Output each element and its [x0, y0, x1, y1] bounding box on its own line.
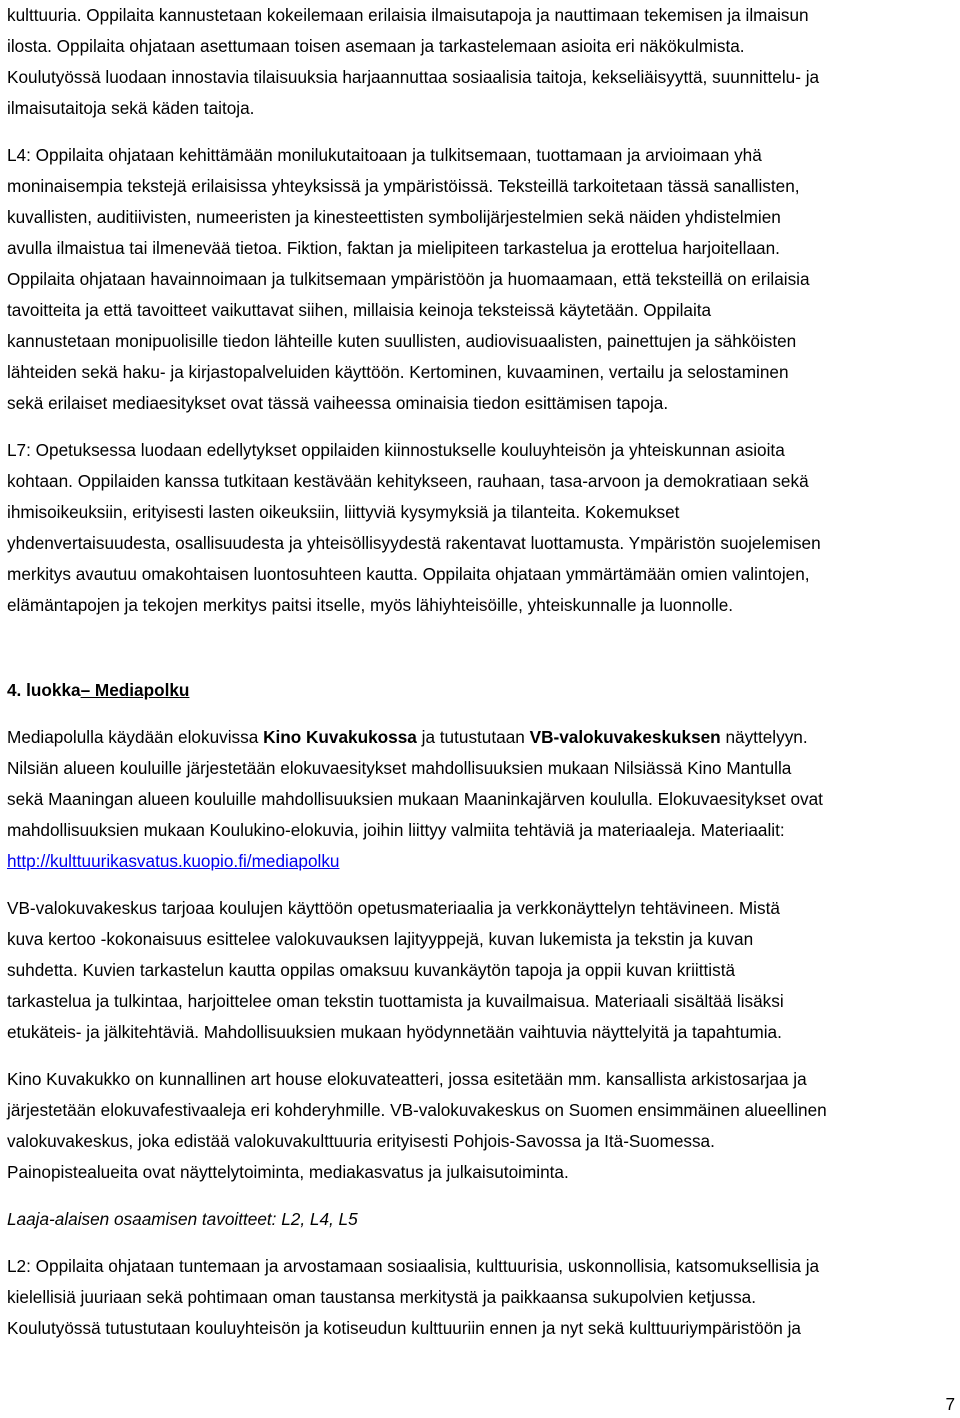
text-line: L7: Opetuksessa luodaan edellytykset oppilaiden kiinnostukselle kouluyhteisön ja yhteiskunnan asioita — [7, 440, 785, 460]
paragraph-kino-kuvakukko — [7, 1064, 953, 1188]
text-line: Koulutyössä luodaan innostavia tilaisuuksia harjaannuttaa sosiaalisia taitoja, kekseliäisyyttä, suunnittelu- ja — [7, 67, 820, 87]
text-line: tavoitteita ja että tavoitteet vaikuttavat siihen, millaisia keinoja teksteissä käytetään. Oppilaita — [7, 300, 712, 320]
text-line: kohtaan. Oppilaiden kanssa tutkitaan kestävään kehitykseen, rauhaan, tasa-arvoon ja demokratiaan sekä — [7, 471, 809, 491]
document-page — [7, 0, 953, 1344]
intro-text: ja tutustutaan — [416, 727, 530, 747]
text-line: sekä erilaiset mediaesitykset ovat tässä vaiheessa ominaisia tiedon esittämisen tapoja. — [7, 393, 669, 413]
text-line: Kino Kuvakukko on kunnallinen art house elokuvateatteri, jossa esitetään mm. kansallista arkistosarjaa ja — [7, 1069, 807, 1089]
text-line: Oppilaita ohjataan havainnoimaan ja tulkitsemaan ympäristöön ja huomaamaan, että teksteillä on erilaisia — [7, 269, 810, 289]
paragraph-l2 — [7, 1251, 953, 1344]
text-line: kuvallisten, auditiivisten, numeeristen ja kinesteettisten symbolijärjestelmien sekä näiden yhdistelmien — [7, 207, 781, 227]
paragraph-mediapolku — [7, 722, 953, 877]
paragraph-creativity — [7, 0, 953, 124]
text-line: ilmaisutaitoja sekä käden taitoja. — [7, 98, 255, 118]
text-line: kannustetaan monipuolisille tiedon lähteille kuten suullisten, audiovisuaalisten, painettujen ja sähköisten — [7, 331, 797, 351]
text-line: kulttuuria. Oppilaita kannustetaan kokeilemaan erilaisia ilmaisutapoja ja nauttimaan tekemisen ja ilmaisun — [7, 5, 809, 25]
text-line: Koulutyössä tutustutaan kouluyhteisön ja kotiseudun kulttuuriin ennen ja nyt sekä kulttuuriympäristöön ja — [7, 1318, 801, 1338]
text-line: suhdetta. Kuvien tarkastelun kautta oppilas omaksuu kuvankäytön tapoja ja oppii kuvan kriittistä — [7, 960, 736, 980]
goals-title: Laaja-alaisen osaamisen tavoitteet: L2, L4, L5 — [7, 1209, 358, 1229]
heading-prefix: 4. luokka — [7, 680, 81, 700]
section-heading — [7, 675, 953, 706]
intro-text: näyttelyyn. — [720, 727, 808, 747]
text-line: VB-valokuvakeskus tarjoaa koulujen käyttöön opetusmateriaalia ja verkkonäyttelyn tehtävineen. Mistä — [7, 898, 780, 918]
text-line: elämäntapojen ja tekojen merkitys paitsi itselle, myös lähiyhteisöille, yhteiskunnalle ja luonnolle. — [7, 595, 734, 615]
text-line: tarkastelua ja tulkintaa, harjoittelee oman tekstin tuottamista ja kuvailmaisua. Materiaali sisältää lisäksi — [7, 991, 784, 1011]
text-line: mahdollisuuksien mukaan Koulukino-elokuvia, joihin liittyy valmiita tehtäviä ja materiaaleja. Materiaalit: — [7, 820, 785, 840]
kino-kuvakukko-bold: Kino Kuvakukossa — [263, 727, 417, 747]
text-line: sekä Maaningan alueen kouluille mahdollisuuksien mukaan Maaninkajärven koululla. Elokuvaesitykset ovat — [7, 789, 823, 809]
text-line: kielellisiä juuriaan sekä pohtimaan oman taustansa merkitystä ja paikkaansa sukupolvien ketjussa. — [7, 1287, 757, 1307]
intro-text: Mediapolulla käydään elokuvissa — [7, 727, 264, 747]
paragraph-l4 — [7, 140, 953, 419]
mediapolku-link[interactable]: http://kulttuurikasvatus.kuopio.fi/mediapolku — [7, 851, 340, 871]
link-line — [7, 846, 953, 877]
text-line: ilosta. Oppilaita ohjataan asettumaan toisen asemaan ja tarkastelemaan asioita eri näkökulmista. — [7, 36, 745, 56]
text-line: avulla ilmaistua tai ilmenevää tietoa. Fiktion, faktan ja mielipiteen tarkastelua ja erottelua harjoitellaan. — [7, 238, 780, 258]
text-line: L4: Oppilaita ohjataan kehittämään monilukutaitoaan ja tulkitsemaan, tuottamaan ja arvioimaan yhä — [7, 145, 762, 165]
intro-line — [7, 722, 953, 753]
text-line: L2: Oppilaita ohjataan tuntemaan ja arvostamaan sosiaalisia, kulttuurisia, uskonnollisia, katsomuksellisia ja — [7, 1256, 820, 1276]
heading-title: – Mediapolku — [80, 680, 190, 700]
paragraph-l7 — [7, 435, 953, 621]
text-line: etukäteis- ja jälkitehtäviä. Mahdollisuuksien mukaan hyödynnetään vaihtuvia näyttelyitä ja tapahtumia. — [7, 1022, 782, 1042]
text-line: moninaisempia tekstejä erilaisissa yhteyksissä ja ympäristöissä. Teksteillä tarkoitetaan tässä sanallisten, — [7, 176, 800, 196]
vb-valokuvakeskus-bold: VB-valokuvakeskuksen — [529, 727, 721, 747]
text-line: ihmisoikeuksiin, erityisesti lasten oikeuksiin, liittyviä kysymyksiä ja tilanteita. Kokemukset — [7, 502, 680, 522]
paragraph-vb-material — [7, 893, 953, 1048]
text-line: merkitys avautuu omakohtaisen luontosuhteen kautta. Oppilaita ohjataan ymmärtämään omien valintojen, — [7, 564, 810, 584]
text-line: yhdenvertaisuudesta, osallisuudesta ja yhteisöllisyydestä rakentavat luottamusta. Ympäristön suojelemisen — [7, 533, 821, 553]
page-number: 7 — [945, 1394, 955, 1414]
text-line: valokuvakeskus, joka edistää valokuvakulttuuria erityisesti Pohjois-Savossa ja Itä-Suomessa. — [7, 1131, 715, 1151]
text-line: järjestetään elokuvafestivaaleja eri kohderyhmille. VB-valokuvakeskus on Suomen ensimmäinen alueellinen — [7, 1100, 827, 1120]
text-line: kuva kertoo -kokonaisuus esittelee valokuvauksen lajityyppejä, kuvan lukemista ja tekstin ja kuvan — [7, 929, 754, 949]
text-line: Nilsiän alueen kouluille järjestetään elokuvaesitykset mahdollisuuksien mukaan Nilsiässä Kino Mantulla — [7, 758, 792, 778]
text-line: Painopistealueita ovat näyttelytoiminta, mediakasvatus ja julkaisutoiminta. — [7, 1162, 569, 1182]
text-line: lähteiden sekä haku- ja kirjastopalveluiden käyttöön. Kertominen, kuvaaminen, vertailu ja selostaminen — [7, 362, 789, 382]
